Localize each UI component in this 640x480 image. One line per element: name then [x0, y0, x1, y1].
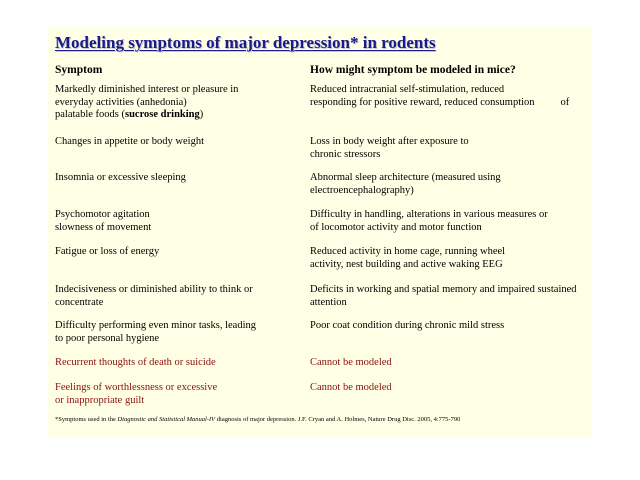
symptom-line: or inappropriate guilt	[55, 394, 145, 406]
model-line: Deficits in working and spatial memory and impaired sustained	[310, 284, 577, 295]
model-line: attention	[310, 296, 347, 308]
model-cell	[310, 209, 590, 234]
symptom-line: to poor personal hygiene	[55, 332, 160, 344]
model-line: Reduced activity in home cage, running wheel	[310, 246, 506, 257]
model-line: of locomotor activity and motor function	[310, 221, 482, 233]
model-cell	[310, 320, 590, 333]
footnote	[55, 416, 460, 423]
footnote-italic-text: Diagnostic and Statistical Manual-IV	[117, 416, 216, 423]
model-line: Cannot be modeled	[310, 357, 392, 368]
symptom-cell	[55, 209, 290, 234]
model-text: responding for positive reward, reduced consumption	[310, 96, 535, 108]
model-cell	[310, 357, 590, 370]
column-header-symptom: Symptom	[55, 64, 103, 76]
model-cell	[310, 136, 590, 161]
symptom-line: Feelings of worthlessness or excessive	[55, 382, 218, 393]
symptom-cell	[55, 246, 290, 259]
model-line: electroencephalography)	[310, 184, 414, 196]
model-line: chronic stressors	[310, 148, 381, 160]
symptom-line: Changes in appetite or body weight	[55, 136, 205, 147]
symptom-bold-text: sucrose drinking	[124, 109, 200, 120]
symptom-cell	[55, 172, 290, 185]
symptom-line	[55, 109, 290, 122]
model-line: Reduced intracranial self-stimulation, reduced	[310, 84, 505, 95]
symptom-cell	[55, 284, 290, 309]
symptom-line: Insomnia or excessive sleeping	[55, 172, 186, 183]
symptom-line: slowness of movement	[55, 221, 152, 233]
symptom-cell	[55, 320, 290, 345]
symptom-cell	[55, 357, 290, 370]
slide-title: Modeling symptoms of major depression* in rodents	[55, 33, 436, 52]
model-cell	[310, 382, 590, 395]
symptom-line: concentrate	[55, 296, 104, 308]
footnote-text: *Symptoms used in the	[55, 416, 118, 423]
symptom-cell	[55, 382, 290, 407]
content-panel	[48, 27, 592, 437]
footnote-text: diagnosis of major depression. J.F. Cryan and A. Holmes, Nature Drug Disc. 2005, 4:775-790	[215, 416, 461, 423]
model-line: Difficulty in handling, alterations in various measures or	[310, 209, 548, 220]
model-cell	[310, 246, 590, 271]
symptom-cell	[55, 84, 290, 122]
model-cell	[310, 284, 590, 309]
model-cell	[310, 172, 590, 197]
model-text: of	[560, 96, 570, 108]
symptom-cell	[55, 136, 290, 149]
symptom-line: Psychomotor agitation	[55, 209, 150, 220]
column-header-model: How might symptom be modeled in mice?	[310, 64, 516, 76]
symptom-line: Markedly diminished interest or pleasure in	[55, 84, 239, 95]
symptom-text: )	[199, 109, 204, 120]
symptom-line: Fatigue or loss of energy	[55, 246, 160, 257]
model-line	[310, 97, 590, 110]
model-line: Loss in body weight after exposure to	[310, 136, 469, 147]
symptom-line: Difficulty performing even minor tasks, leading	[55, 320, 257, 331]
symptom-line: Recurrent thoughts of death or suicide	[55, 357, 216, 368]
model-line: Cannot be modeled	[310, 382, 392, 393]
model-line: Poor coat condition during chronic mild stress	[310, 320, 505, 331]
symptom-line: Indecisiveness or diminished ability to think or	[55, 284, 253, 295]
model-line: activity, nest building and active waking EEG	[310, 258, 503, 270]
model-cell	[310, 84, 590, 109]
symptom-line: everyday activities (anhedonia)	[55, 96, 187, 108]
model-line: Abnormal sleep architecture (measured using	[310, 172, 501, 183]
symptom-text: palatable foods (	[55, 109, 125, 120]
